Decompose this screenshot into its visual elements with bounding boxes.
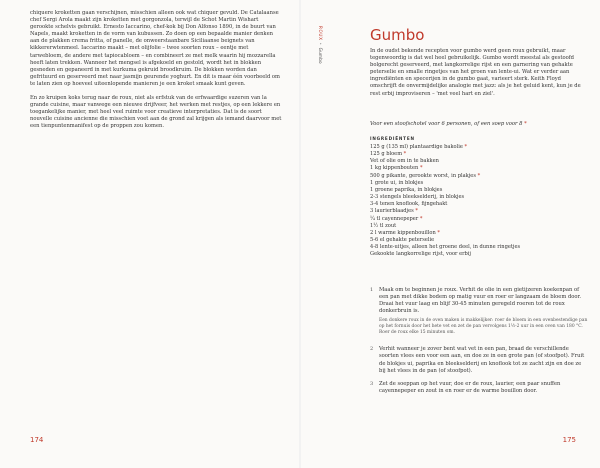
recipe-intro: In de oudst bekende recepten voor gumbo werd geen roux gebruikt, maar tegenwoordig is dat wel heel gebruikelijk. Gumbo wordt meestal als gestoofd bolgerecht geserveerd, met langkorrelige rijst en een garnering van gehakte peterselie en smalle ringetjes van het groen van lente-ui. Wat er verder aan ingrediënten en specerijen in de gumbo gaat, varieert sterk. Keith Floyd omschrijft de onvermijdelijke analogie met jazz: als je het geluid kent, kun je de rest erbij improviseren – 'met veel hart en ziel'.: [370, 48, 581, 97]
ingredient-item: [370, 237, 588, 244]
ingredients-list: [370, 144, 588, 259]
section-tab-separator: •: [318, 42, 323, 46]
ingredient-item: [370, 244, 588, 251]
ingredient-text: 2 l warme kippenbouillon: [370, 229, 436, 236]
step-text: Maak om te beginnen je roux. Verhit de olie in een gietijzeren koekenpan of een pan met dikke bodem op matig vuur en roer er langzaam de bloem door. Draai het vuur laag en blijf 30-45 minuten geregeld roeren tot de roux donkerbruin is.: [379, 287, 582, 315]
ingredient-star: *: [415, 208, 418, 215]
left-paragraph-1: chiquere kroketten gaan verschijnen, misschien alleen ook wat chiquer gevuld. De Catalaanse chef Sergi Arola maakt zijn kroketten met gorgonzola, terwijl de Schot Martin Wishart gerookte schelvis gebruikt. Ernesto Iaccarino, chef-kok bij Don Alfonso 1890, in de buurt van Napels, maakt kroketten in de vorm van kubussen. Zo doen op een bepaalde manier denken aan de plakken crema fritta, of panelle, de onweerstaanbare Siciliaanse beignets van kikkererwtenmeel. Iaccarino maakt – met olijfolie – twee soorten roux – eentje met tarwebloem, de andere met tapiocabloem – en combineert ze met melk waarin hij mozzarella heeft laten trekken. Wanneer het mengsel is afgekoeld en gestold, wordt het in blokken gesneden en gepaneerd in met kurkuma gekruid broodkruim. De blokken worden dan gefrituurd en geserveerd met naar jasmijn geurende yoghurt. En dit is maar één voorbeeld om te laten zien op hoeveel uiteenlopende manieren je een kroket smaak kunt geven.: [30, 10, 280, 87]
ingredient-text: Vet of olie om in te bakken: [370, 158, 439, 165]
step-text: Zet de soeppan op het vuur, doe er de roux, laurier, een paar snuffen cayennepeper en zout in en roer er de warme bouillon door.: [379, 380, 561, 394]
recipe-servings: [370, 121, 588, 128]
ingredient-text: 125 g bloem: [370, 151, 403, 158]
step-marker: 1: [370, 287, 374, 293]
ingredient-star: *: [419, 215, 423, 222]
servings-star: *: [524, 121, 527, 127]
ingredient-item: [370, 144, 588, 151]
ingredient-text: 3 laurierblaadjes: [370, 208, 414, 215]
page-number-left: 174: [30, 436, 44, 444]
servings-text: Voor een stoofschotel voor 6 personen, of een soep voor 8: [370, 121, 523, 127]
ingredient-text: 2-3 stengels bleekselderij, in blokjes: [370, 194, 465, 201]
ingredient-text: Gekookte langkorrelige rijst, voor erbij: [370, 251, 471, 258]
step-text: Verhit wanneer je zover bent wat vet in een pan, braad de verschillende soorten vlees een voor een aan, en doe ze in een grote pan (of stoofpot). Fruit de blokjes ui, paprika en bleekselderij en knoflook tot ze zacht zijn en doe ze bij het vlees in de pan (of stoofpot).: [379, 346, 585, 374]
section-side-tab: [314, 26, 326, 96]
section-tab-recipe: Gumbo: [318, 47, 323, 64]
ingredient-text: 500 g pikante, gerookte worst, in plakjes: [370, 172, 476, 179]
ingredient-star: *: [464, 144, 468, 150]
ingredient-text: ¼ tl cayennepeper: [370, 215, 419, 222]
ingredient-item: [370, 187, 588, 194]
ingredient-item: [370, 216, 588, 223]
ingredient-item: [370, 173, 588, 180]
recipe-title: Gumbo: [370, 26, 425, 44]
ingredient-item: [370, 251, 588, 258]
left-body-text: [30, 10, 282, 131]
ingredient-item: [370, 201, 588, 208]
ingredient-item: [370, 180, 588, 187]
ingredient-item: [370, 208, 588, 215]
ingredient-star: *: [403, 151, 407, 158]
step-marker: 2: [370, 346, 374, 353]
ingredient-text: 5-6 el gehakte peterselie: [370, 237, 435, 244]
ingredient-text: 1 grote ui, in blokjes: [370, 179, 424, 186]
ingredient-star: *: [419, 165, 423, 172]
method-step: [370, 381, 588, 395]
ingredient-text: 1 kg kippenbouten: [370, 165, 419, 172]
ingredient-text: 1½ tl zout: [370, 222, 397, 229]
right-page: [300, 0, 600, 468]
ingredient-text: 1 groene paprika, in blokjes: [370, 186, 443, 193]
ingredient-item: [370, 223, 588, 230]
ingredient-text: 125 g (135 ml) plantaardige bakolie: [370, 144, 463, 150]
page-number-right: 175: [562, 436, 576, 444]
ingredient-star: *: [437, 229, 440, 236]
ingredient-item: [370, 151, 588, 158]
ingredient-text: 4-8 lente-uitjes, alleen het groene deel, in dunne ringetjes: [370, 244, 521, 251]
section-tab-label: ROUX: [318, 26, 323, 41]
method-steps: [370, 287, 588, 401]
method-step: [370, 287, 588, 336]
ingredient-star: *: [477, 172, 481, 179]
ingredient-text: 3-4 tenen knoflook, fijngehakt: [370, 201, 448, 208]
ingredient-item: [370, 165, 588, 172]
step-marker: 3: [370, 380, 374, 387]
ingredients-heading: INGREDIËNTEN: [370, 136, 415, 141]
step-note: Een donkere roux in de oven maken is makkelijker: roer de bloem in een ovenbestendige pan op het fornuis door het hete vet en zet de pan vervolgens 1½-2 uur in een oven van 180 °C. Roer de roux elke 15 minuten om.: [379, 318, 588, 336]
ingredient-item: [370, 194, 588, 201]
ingredient-item: [370, 230, 588, 237]
ingredient-item: [370, 158, 588, 165]
method-step: [370, 346, 588, 374]
left-paragraph-2: En zo kruipen koks terug naar de roux, niet als erfstuk van de erfwaardige suzeren van la grande cuisine, maar vanwege een nieuwe drijfveer, het werken met restjes, op een lekkere en toegankelijke manier, met heel veel ruimte voor creatieve interpretaties. Dat is de soort nouvelle cuisine ancienne die misschien voet aan de grond zal krijgen als iemand daarvoor met een tienpuntenmanifest op de proppen zou komen.: [30, 95, 282, 130]
